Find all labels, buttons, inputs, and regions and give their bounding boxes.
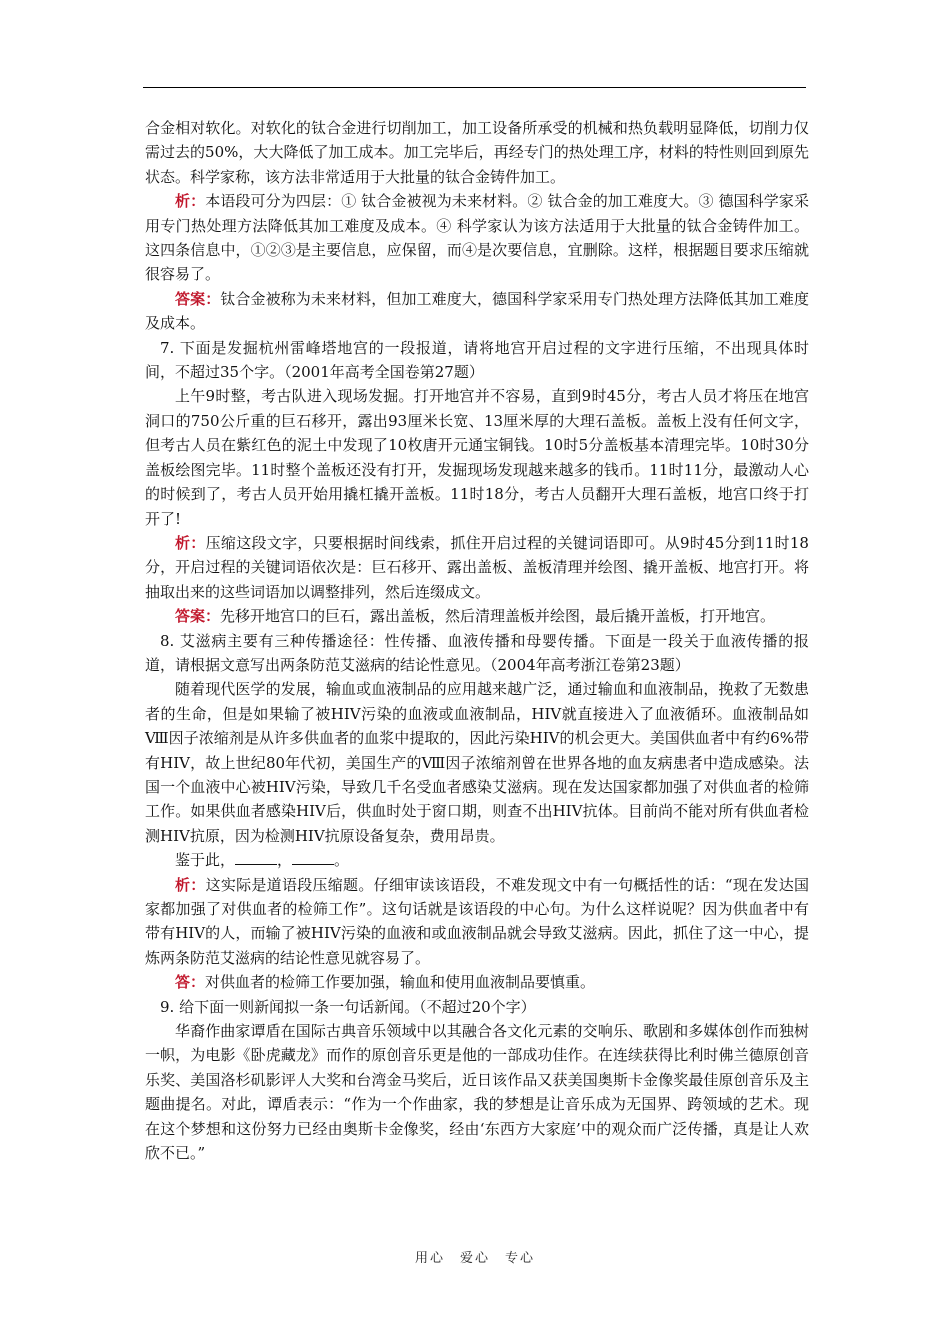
answer-text: 对供血者的检筛工作要加强，输血和使用血液制品要慎重。 xyxy=(205,973,596,992)
analysis-label: 析： xyxy=(175,192,206,211)
question-9-passage: 华裔作曲家谭盾在国际古典音乐领域中以其融合各文化元素的交响乐、歌剧和多媒体创作而独树一帜，为电影《卧虎藏龙》而作的原创音乐更是他的一部成功佳作。在连续获得比利时佛兰德原创音乐奖、美国洛杉矶影评人大奖和台湾金马奖后，近日该作品又获美国奥斯卡金像奖最佳原创音乐及主题曲提名。对此，谭盾表示：“作为一个作曲家，我的梦想是让音乐成为无国界、跨领域的艺术。现在这个梦想和这份努力已经由奥斯卡金像奖，经由‘东西方大家庭’中的观众而广泛传播，真是让人欢欣不已。” xyxy=(145,1022,809,1163)
prompt-prefix: 鉴于此， xyxy=(175,851,236,870)
prompt-end: 。 xyxy=(334,851,350,870)
document-body xyxy=(145,116,809,1165)
analysis-text: 压缩这段文字，只要根据时间线索，抓住开启过程的关键词语即可。从9时45分到11时18分，开启过程的关键词语依次是：巨石移开、露出盖板、盖板清理并绘图、撬开盖板、地宫打开。将抽取出来的这些词语加以调整排列，然后连缀成文。 xyxy=(145,533,809,601)
question-9: 9. 给下面一则新闻拟一条一句话新闻。（不超过20个字） xyxy=(160,997,536,1016)
answer-text: 先移开地宫口的巨石，露出盖板，然后清理盖板并绘图，最后撬开盖板，打开地宫。 xyxy=(220,607,776,626)
question-8-prompt xyxy=(145,848,809,872)
question-8: 8. 艾滋病主要有三种传播途径：性传播、血液传播和母婴传播。下面是一段关于血液传播的报道，请根据文意写出两条防范艾滋病的结论性意见。（2004年高考浙江卷第23题） xyxy=(145,631,809,674)
answer-label: 答案： xyxy=(175,289,221,308)
answer-blank-1[interactable] xyxy=(235,864,277,865)
answer-6 xyxy=(145,287,809,336)
answer-label: 答案： xyxy=(175,607,221,626)
page-footer: 用心 爱心 专心 xyxy=(414,1251,535,1266)
question-7: 7. 下面是发掘杭州雷峰塔地宫的一段报道，请将地宫开启过程的文字进行压缩，不出现具体时间，不超过35个字。（2001年高考全国卷第27题） xyxy=(145,338,809,382)
analysis-6 xyxy=(145,189,809,287)
question-8-passage: 随着现代医学的发展，输血或血液制品的应用越来越广泛，通过输血和血液制品，挽救了无数患者的生命，但是如果输了被HIV污染的血液或血液制品，HIV就直接进入了血液循环。血液制品如Ⅷ因子浓缩剂是从许多供血者的血浆中提取的，因此污染HIV的机会更大。美国供血者中有约6%带有HIV，故上世纪80年代初，美国生产的Ⅷ因子浓缩剂曾在世界各地的血友病患者中造成感染。法国一个血液中心被HIV污染，导致几千名受血者感染艾滋病。现在发达国家都加强了对供血者的检筛工作。如果供血者感染HIV后，供血时处于窗口期，则查不出HIV抗体。目前尚不能对所有供血者检测HIV抗原，因为检测HIV抗原设备复杂，费用昂贵。 xyxy=(145,680,809,845)
analysis-8 xyxy=(145,873,809,971)
prompt-separator: ， xyxy=(277,851,293,870)
analysis-label: 析： xyxy=(175,533,206,552)
analysis-text: 本语段可分为四层：① 钛合金被视为未来材料。② 钛合金的加工难度大。③ 德国科学家采用专门热处理方法降低其加工难度及成本。④ 科学家认为该方法适用于大批量的钛合金铸件加工。这四条信息中，①②③是主要信息，应保留，而④是次要信息，宜删除。这样，根据题目要求压缩就很容易了。 xyxy=(145,192,809,284)
answer-8 xyxy=(145,970,809,994)
question-7-passage: 上午9时整，考古队进入现场发掘。打开地宫并不容易，直到9时45分，考古人员才将压在地宫洞口的750公斤重的巨石移开，露出93厘米长宽、13厘米厚的大理石盖板。盖板上没有任何文字，但考古人员在紫红色的泥土中发现了10枚唐开元通宝铜钱。10时5分盖板基本清理完毕。10时30分盖板绘图完毕。11时整个盖板还没有打开，发掘现场发现越来越多的钱币。11时11分，最激动人心的时候到了，考古人员开始用撬杠撬开盖板。11时18分，考古人员翻开大理石盖板，地宫口终于打开了! xyxy=(145,387,809,528)
answer-7 xyxy=(145,604,809,628)
analysis-7 xyxy=(145,531,809,604)
header-rule xyxy=(143,87,806,88)
answer-blank-2[interactable] xyxy=(292,864,334,865)
intro-paragraph: 合金相对软化。对软化的钛合金进行切削加工，加工设备所承受的机械和热负载明显降低，切削力仅需过去的50%，大大降低了加工成本。加工完毕后，再经专门的热处理工序，材料的特性则回到原先状态。科学家称，该方法非常适用于大批量的钛合金铸件加工。 xyxy=(145,119,809,186)
analysis-label: 析： xyxy=(175,875,206,894)
analysis-text: 这实际是道语段压缩题。仔细审读该语段，不难发现文中有一句概括性的话：“现在发达国家都加强了对供血者的检筛工作”。这句话就是该语段的中心句。为什么这样说呢？因为供血者中有带有HIV的人，而输了被HIV污染的血液和或血液制品就会导致艾滋病。因此，抓住了这一中心，提炼两条防范艾滋病的结论性意见就容易了。 xyxy=(145,875,809,967)
answer-text: 钛合金被称为未来材料，但加工难度大，德国科学家采用专门热处理方法降低其加工难度及成本。 xyxy=(145,289,809,333)
answer-label: 答： xyxy=(175,973,206,992)
